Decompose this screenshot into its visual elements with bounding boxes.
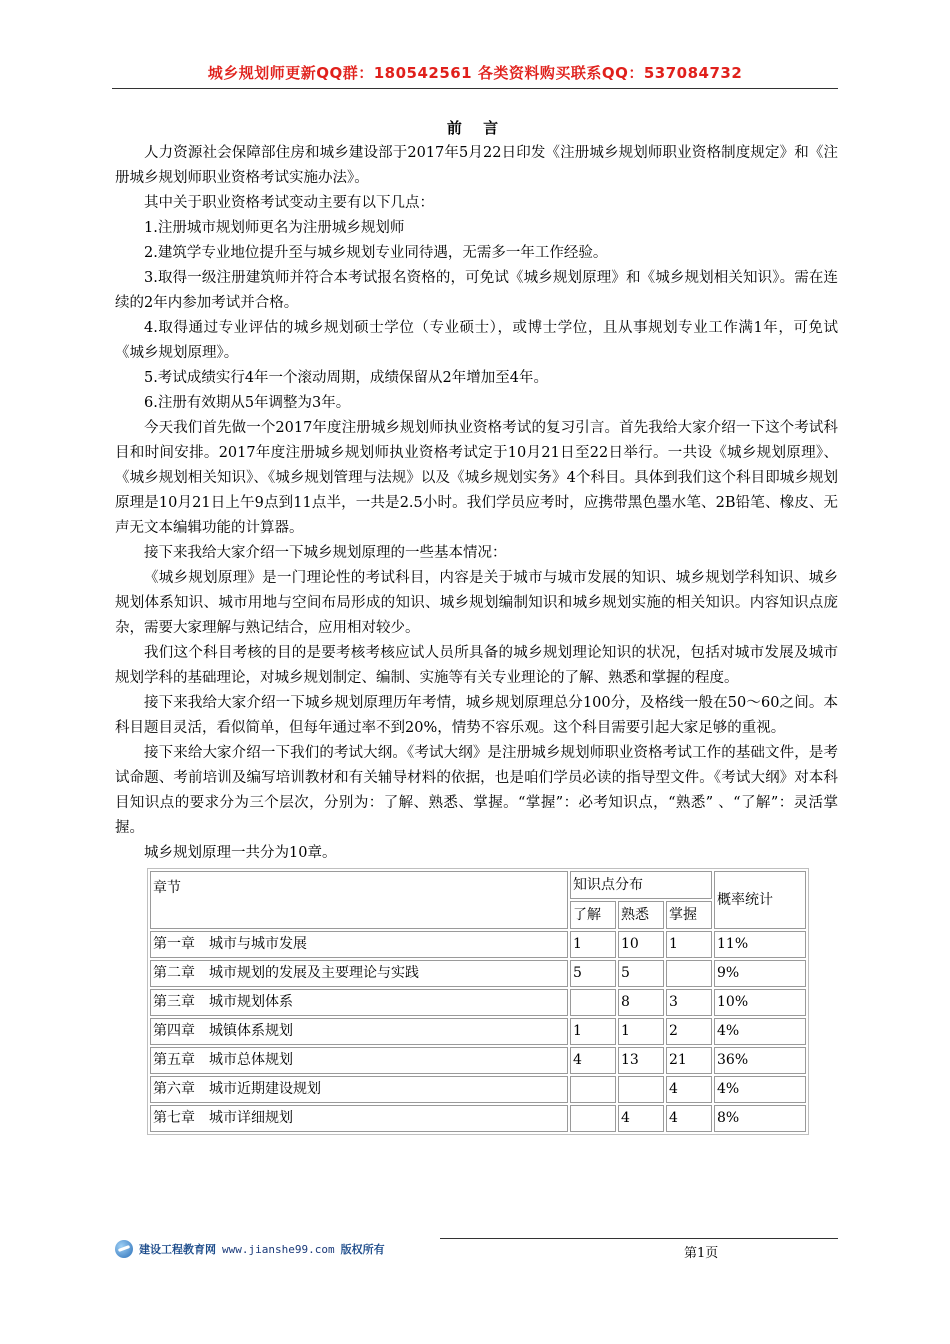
table-row — [150, 960, 806, 987]
cell-master: 3 — [666, 989, 712, 1016]
list-item: 3.取得一级注册建筑师并符合本考试报名资格的，可免试《城乡规划原理》和《城乡规划相关知识》。需在连续的2年内参加考试并合格。 — [115, 270, 838, 311]
table-header-row — [150, 871, 806, 899]
header-divider — [112, 88, 838, 89]
cell-chapter: 第五章 城市总体规划 — [150, 1047, 568, 1074]
cell-master — [666, 960, 712, 987]
cell-understand: 1 — [570, 931, 616, 958]
cell-probability: 4% — [714, 1076, 806, 1103]
cell-understand — [570, 1105, 616, 1132]
cell-chapter: 第七章 城市详细规划 — [150, 1105, 568, 1132]
list-item: 4.取得通过专业评估的城乡规划硕士学位（专业硕士），或博士学位，且从事规划专业工作满1年，可免试《城乡规划原理》。 — [115, 320, 838, 361]
header-master: 掌握 — [666, 901, 712, 929]
cell-master: 4 — [666, 1105, 712, 1132]
paragraph: 接下来我给大家介绍一下城乡规划原理的一些基本情况： — [144, 545, 507, 561]
page-header — [112, 62, 838, 83]
cell-chapter: 第六章 城市近期建设规划 — [150, 1076, 568, 1103]
paragraph: 接下来给大家介绍一下我们的考试大纲。《考试大纲》是注册城乡规划师职业资格考试工作的基础文件，是考试命题、考前培训及编写培训教材和有关辅导材料的依据，也是咱们学员必读的指导型文件。《考试大纲》对本科目知识点的要求分为三个层次，分别为：了解、熟悉、掌握。“掌握”：必考知识点，“熟悉” 、“了解”：灵活掌握。 — [115, 745, 838, 836]
paragraph: 今天我们首先做一个2017年度注册城乡规划师执业资格考试的复习引言。首先我给大家介绍一下这个考试科目和时间安排。2017年度注册城乡规划师执业资格考试定于10月21日至22日举行。一共设《城乡规划原理》、《城乡规划相关知识》、《城乡规划管理与法规》以及《城乡规划实务》4个科目。具体到我们这个科目即城乡规划原理是10月21日上午9点到11点半，一共是2.5小时。我们学员应考时，应携带黑色墨水笔、2B铅笔、橡皮、无声无文本编辑功能的计算器。 — [115, 420, 838, 536]
cell-chapter: 第三章 城市规划体系 — [150, 989, 568, 1016]
cell-master: 4 — [666, 1076, 712, 1103]
cell-probability: 36% — [714, 1047, 806, 1074]
cell-chapter: 第一章 城市与城市发展 — [150, 931, 568, 958]
chapter-distribution-table — [147, 868, 809, 1135]
header-understand: 了解 — [570, 901, 616, 929]
list-item: 2.建筑学专业地位提升至与城乡规划专业同待遇，无需多一年工作经验。 — [144, 245, 608, 261]
cell-understand: 1 — [570, 1018, 616, 1045]
header-familiar: 熟悉 — [618, 901, 664, 929]
list-item: 1.注册城市规划师更名为注册城乡规划师 — [144, 220, 405, 236]
cell-familiar: 10 — [618, 931, 664, 958]
cell-familiar: 1 — [618, 1018, 664, 1045]
paragraph: 我们这个科目考核的目的是要考核考核应试人员所具备的城乡规划理论知识的状况，包括对城市发展及城市规划学科的基础理论，对城乡规划制定、编制、实施等有关专业理论的了解、熟悉和掌握的程度。 — [115, 645, 838, 686]
table-row — [150, 1105, 806, 1132]
list-item: 6.注册有效期从5年调整为3年。 — [144, 395, 351, 411]
cell-probability: 10% — [714, 989, 806, 1016]
cell-probability: 11% — [714, 931, 806, 958]
cell-chapter: 第四章 城镇体系规划 — [150, 1018, 568, 1045]
table-row — [150, 989, 806, 1016]
paragraph: 接下来我给大家介绍一下城乡规划原理历年考情，城乡规划原理总分100分，及格线一般在50～60之间。本科目题目灵活，看似简单，但每年通过率不到20%，情势不容乐观。这个科目需要引起大家足够的重视。 — [115, 695, 838, 736]
cell-master: 1 — [666, 931, 712, 958]
cell-familiar: 13 — [618, 1047, 664, 1074]
site-logo-icon — [115, 1240, 133, 1258]
paragraph: 城乡规划原理一共分为10章。 — [144, 845, 337, 861]
footer-brand — [115, 1238, 385, 1260]
paragraph: 其中关于职业资格考试变动主要有以下几点： — [144, 195, 434, 211]
footer-url[interactable]: www.jianshe99.com — [222, 1242, 335, 1256]
cell-master: 21 — [666, 1047, 712, 1074]
footer-logo-text: 建设工程教育网 — [139, 1243, 216, 1256]
document-title: 前 言 — [446, 119, 507, 137]
header-contact-text: 城乡规划师更新QQ群：180542561 各类资料购买联系QQ：537084732 — [207, 64, 743, 82]
cell-familiar: 4 — [618, 1105, 664, 1132]
table-row — [150, 931, 806, 958]
cell-chapter: 第二章 城市规划的发展及主要理论与实践 — [150, 960, 568, 987]
cell-master: 2 — [666, 1018, 712, 1045]
cell-probability: 9% — [714, 960, 806, 987]
header-probability: 概率统计 — [714, 871, 806, 929]
cell-familiar: 5 — [618, 960, 664, 987]
header-chapter: 章节 — [150, 871, 568, 929]
table-row — [150, 1018, 806, 1045]
paragraph: 人力资源社会保障部住房和城乡建设部于2017年5月22日印发《注册城乡规划师职业资格制度规定》和《注册城乡规划师职业资格考试实施办法》。 — [115, 145, 838, 186]
cell-understand — [570, 1076, 616, 1103]
paragraph: 《城乡规划原理》是一门理论性的考试科目，内容是关于城市与城市发展的知识、城乡规划学科知识、城乡规划体系知识、城市用地与空间布局形成的知识、城乡规划编制知识和城乡规划实施的相关知识。内容知识点庞杂，需要大家理解与熟记结合，应用相对较少。 — [115, 570, 838, 636]
cell-familiar: 8 — [618, 989, 664, 1016]
footer-divider — [440, 1238, 838, 1239]
cell-understand: 5 — [570, 960, 616, 987]
header-knowledge-distribution: 知识点分布 — [570, 871, 712, 899]
cell-probability: 4% — [714, 1018, 806, 1045]
cell-understand — [570, 989, 616, 1016]
page-number: 第1页 — [684, 1246, 719, 1261]
cell-probability: 8% — [714, 1105, 806, 1132]
table-row — [150, 1047, 806, 1074]
footer-copyright: 版权所有 — [340, 1243, 385, 1256]
cell-understand: 4 — [570, 1047, 616, 1074]
cell-familiar — [618, 1076, 664, 1103]
document-body — [115, 116, 838, 1135]
list-item: 5.考试成绩实行4年一个滚动周期，成绩保留从2年增加至4年。 — [144, 370, 549, 386]
table-row — [150, 1076, 806, 1103]
